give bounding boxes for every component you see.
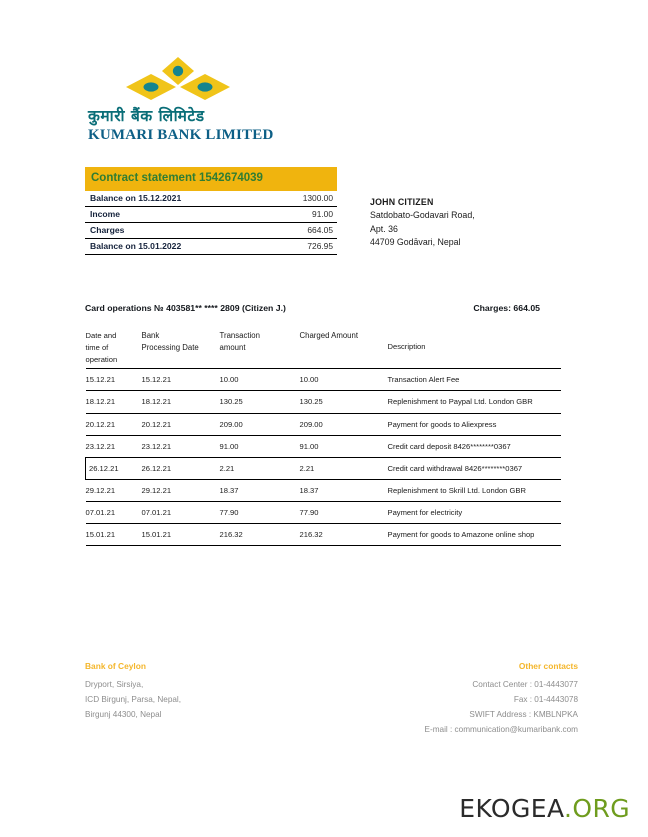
- table-header-row: [86, 330, 561, 369]
- cell-charged-amount: 18.37: [300, 479, 384, 501]
- summary-label: Income: [90, 209, 121, 220]
- cell-description: Credit card withdrawal 8426********0367: [384, 457, 561, 479]
- customer-address-line-2: Apt. 36: [370, 223, 398, 234]
- cell-transaction-amount: 77.90: [220, 501, 300, 523]
- cell-processing-date: 07.01.21: [142, 501, 220, 523]
- ekogea-watermark: [459, 794, 630, 823]
- cell-charged-amount: 77.90: [300, 501, 384, 523]
- summary-value: 1300.00: [302, 193, 333, 204]
- column-header-date-line3: operation: [85, 354, 118, 364]
- column-header-charged-amount: [300, 330, 384, 369]
- column-header-bank-line2: Processing Date: [141, 343, 199, 353]
- cell-transaction-amount: 2.21: [220, 457, 300, 479]
- table-row: [86, 524, 561, 546]
- cell-transaction-amount: 91.00: [220, 435, 300, 457]
- cell-processing-date: 15.01.21: [142, 524, 220, 546]
- cell-processing-date: 18.12.21: [142, 391, 220, 413]
- logo-devanagari-text: कुमारी बैंक लिमिटेड: [88, 107, 205, 125]
- cell-description: Payment for goods to Amazone online shop: [384, 524, 561, 546]
- card-operations-title: Card operations № 403581** **** 2809 (Citizen J.): [85, 303, 286, 313]
- column-header-date: [86, 330, 142, 369]
- footer-bank-heading: Bank of Ceylon: [85, 661, 146, 671]
- summary-value: 664.05: [307, 225, 333, 236]
- column-header-transaction-amount: [220, 330, 300, 369]
- cell-date: 18.12.21: [86, 391, 142, 413]
- summary-label: Balance on 15.12.2021: [90, 193, 182, 204]
- cell-transaction-amount: 216.32: [220, 524, 300, 546]
- footer-contacts-heading: Other contacts: [518, 661, 578, 671]
- summary-label: Balance on 15.01.2022: [90, 241, 182, 252]
- footer-fax: Fax : 01-4443078: [513, 694, 578, 704]
- cell-processing-date: 23.12.21: [142, 435, 220, 457]
- cell-description: Payment for goods to Aliexpress: [384, 413, 561, 435]
- cell-processing-date: 26.12.21: [142, 457, 220, 479]
- cell-description: Replenishment to Skrill Ltd. London GBR: [384, 479, 561, 501]
- table-row: [86, 435, 561, 457]
- cell-date: 26.12.21: [86, 457, 142, 479]
- logo-wordmark: KUMARI BANK LIMITED: [88, 126, 274, 143]
- column-header-transaction-line2: amount: [219, 343, 246, 353]
- cell-charged-amount: 91.00: [300, 435, 384, 457]
- summary-row: [85, 191, 337, 207]
- customer-address-block: [370, 196, 475, 249]
- cell-description: Replenishment to Paypal Ltd. London GBR: [384, 391, 561, 413]
- table-row: [86, 369, 561, 391]
- footer-swift-address: SWIFT Address : KMBLNPKA: [469, 709, 578, 719]
- table-row: [86, 479, 561, 501]
- card-operations-header: [85, 303, 560, 313]
- footer-bank-line-1: Dryport, Sirsiya,: [85, 679, 144, 689]
- table-row: [86, 457, 561, 479]
- transactions-body: [86, 369, 561, 546]
- table-row: [86, 501, 561, 523]
- footer-bank-block: [85, 659, 181, 722]
- watermark-main-text: EKOGEA: [459, 794, 565, 823]
- cell-transaction-amount: 209.00: [220, 413, 300, 435]
- column-header-description: [384, 330, 561, 369]
- footer-bank-line-2: ICD Birgunj, Parsa, Nepal,: [85, 694, 182, 704]
- table-row: [86, 413, 561, 435]
- footer-contacts-block: [425, 659, 578, 737]
- column-header-bank-line1: Bank: [141, 331, 160, 340]
- cell-transaction-amount: 10.00: [220, 369, 300, 391]
- column-header-date-line1: Date and: [85, 331, 117, 340]
- cell-charged-amount: 10.00: [300, 369, 384, 391]
- cell-date: 07.01.21: [86, 501, 142, 523]
- cell-charged-amount: 216.32: [300, 524, 384, 546]
- watermark-tld-text: .ORG: [564, 794, 630, 823]
- footer-bank-line-3: Birgunj 44300, Nepal: [85, 709, 162, 719]
- table-row: [86, 391, 561, 413]
- cell-processing-date: 29.12.21: [142, 479, 220, 501]
- summary-row: [85, 223, 337, 239]
- column-header-charged-label: Charged Amount: [299, 331, 359, 340]
- cell-processing-date: 15.12.21: [142, 369, 220, 391]
- customer-address-line-1: Satdobato-Godavari Road,: [370, 210, 475, 221]
- summary-value: 91.00: [312, 209, 333, 220]
- card-operations-charges: Charges: 664.05: [473, 303, 540, 313]
- cell-transaction-amount: 18.37: [220, 479, 300, 501]
- bank-logo: [88, 56, 368, 144]
- customer-address-line-3: 44709 Godāvari, Nepal: [370, 237, 461, 248]
- cell-date: 23.12.21: [86, 435, 142, 457]
- summary-label: Charges: [90, 225, 125, 236]
- summary-value: 726.95: [307, 241, 333, 252]
- cell-charged-amount: 130.25: [300, 391, 384, 413]
- transactions-table: [85, 330, 561, 546]
- cell-transaction-amount: 130.25: [220, 391, 300, 413]
- summary-row: [85, 207, 337, 223]
- cell-processing-date: 20.12.21: [142, 413, 220, 435]
- column-header-description-label: Description: [387, 342, 426, 351]
- column-header-bank: [142, 330, 220, 369]
- cell-description: Credit card deposit 8426********0367: [384, 435, 561, 457]
- footer-email: E-mail : communication@kumaribank.com: [424, 725, 578, 735]
- customer-name: JOHN CITIZEN: [370, 197, 434, 207]
- cell-charged-amount: 209.00: [300, 413, 384, 435]
- cell-description: Transaction Alert Fee: [384, 369, 561, 391]
- cell-description: Payment for electricity: [384, 501, 561, 523]
- cell-date: 20.12.21: [86, 413, 142, 435]
- cell-date: 29.12.21: [86, 479, 142, 501]
- summary-row: [85, 239, 337, 255]
- column-header-transaction-line1: Transaction: [219, 331, 260, 340]
- cell-charged-amount: 2.21: [300, 457, 384, 479]
- statement-summary: [85, 167, 337, 255]
- cell-date: 15.12.21: [86, 369, 142, 391]
- cell-date: 15.01.21: [86, 524, 142, 546]
- statement-title: Contract statement 1542674039: [85, 167, 337, 191]
- logo-diamonds-icon: [118, 56, 238, 102]
- column-header-date-line2: time of: [85, 342, 109, 352]
- footer-contact-center: Contact Center : 01-4443077: [472, 679, 578, 689]
